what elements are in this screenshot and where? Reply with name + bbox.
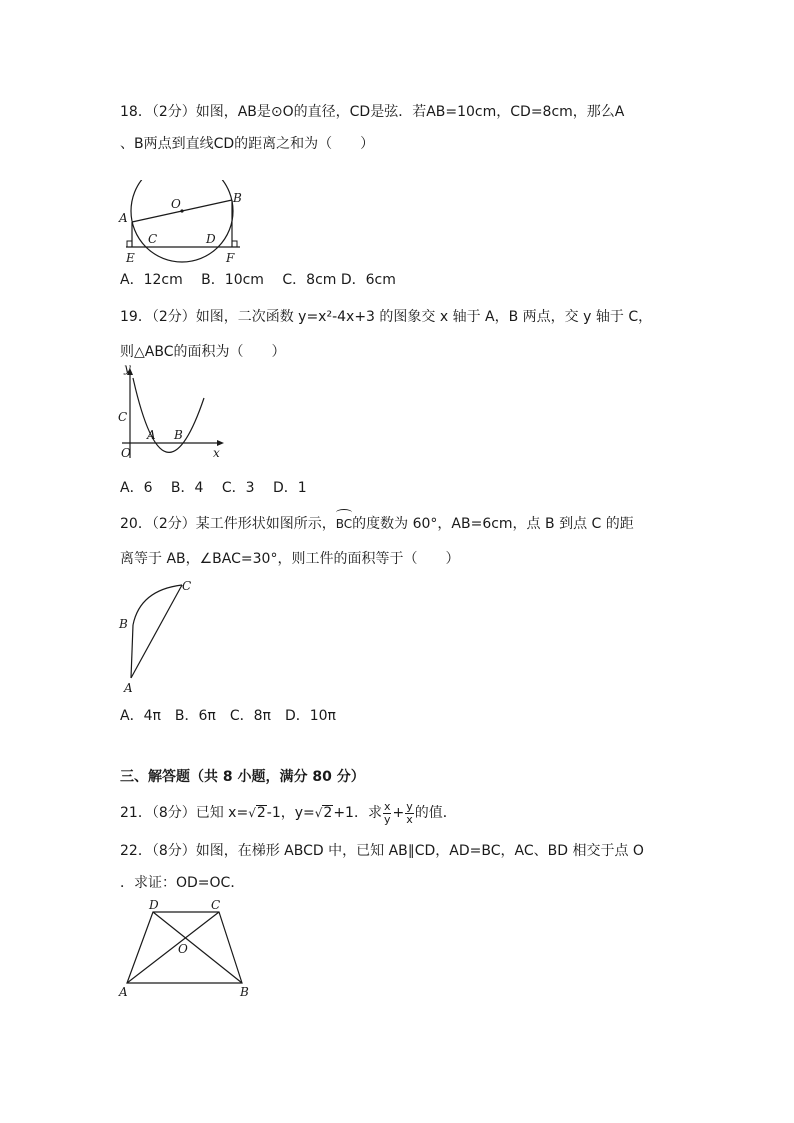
q22-trapezoid-figure (116, 898, 256, 1002)
q19-label-o: O (121, 446, 131, 460)
q21-frac1-num: x (383, 799, 391, 813)
q22-text-line1: 22．（8分）如图，在梯形 ABCD 中，已知 AB∥CD，AD=BC，AC、BD 相交于点 O (120, 843, 644, 859)
q18-label-e: E (126, 251, 135, 265)
q21-frac2-num: y (406, 799, 413, 813)
q22-text-line2: ．求证：OD=OC． (120, 875, 245, 891)
q19-text-line1: 19．（2分）如图，二次函数 y=x²-4x+3 的图象交 x 轴于 A，B 两点，交 y 轴于 C， (120, 309, 653, 325)
q21-radical-1: 2 (256, 805, 266, 821)
q21-plus: + (392, 805, 405, 821)
q21-fraction-x-over-y (383, 801, 392, 826)
q20-arc-bc: BC (336, 514, 352, 534)
q18-options: A．12cm B．10cm C．8cm D．6cm (120, 272, 396, 288)
q20-text-prefix: 20．（2分）某工件形状如图所示， (120, 516, 336, 532)
q18-label-b: B (233, 191, 242, 205)
q21-fraction-y-over-x (405, 801, 414, 826)
q19-options: A．6 B．4 C．3 D．1 (120, 480, 307, 496)
q20-options: A．4π B．6π C．8π D．10π (120, 708, 336, 724)
q19-label-y: y (124, 364, 131, 375)
q20-label-a: A (124, 681, 133, 695)
q20-text-suffix: 的度数为 60°，AB=6cm，点 B 到点 C 的距 (352, 516, 634, 532)
q22-label-b: B (240, 985, 249, 999)
q21-frac2-den: x (406, 812, 413, 826)
q22-label-o: O (178, 942, 188, 956)
q22-label-a: A (119, 985, 128, 999)
q18-text-line2: 、B两点到直线CD的距离之和为（ ） (120, 136, 375, 152)
q20-label-b: B (119, 617, 128, 631)
q18-label-c: C (148, 232, 158, 246)
q19-parabola-figure (116, 364, 228, 464)
q18-text-line1: 18．（2分）如图，AB是⊙O的直径，CD是弦．若AB=10cm，CD=8cm，那么A (120, 104, 625, 120)
q21-text-suffix: 的值． (414, 805, 457, 821)
q19-label-c: C (118, 410, 128, 424)
q18-circle-figure (116, 180, 246, 266)
q19-label-a: A (147, 428, 156, 442)
q21-text: 21．（8分）已知 x=√2-1，y=√2+1．求 $\frac{x}{y}$ + $\frac{y}{x}$ 的值． (120, 799, 457, 826)
q20-label-c: C (182, 579, 192, 593)
q21-text-mid1: -1，y= (266, 805, 315, 821)
q21-radical-2: 2 (323, 805, 333, 821)
q22-label-d: D (149, 898, 159, 912)
q21-text-mid2: +1．求 (333, 805, 382, 821)
q22-label-c: C (211, 898, 221, 912)
q19-label-x: x (213, 446, 220, 460)
q21-text-prefix: 21．（8分）已知 x= (120, 805, 249, 821)
q19-label-b: B (174, 428, 183, 442)
q20-text-line2: 离等于 AB，∠BAC=30°，则工件的面积等于（ ） (120, 551, 460, 567)
q18-label-o: O (171, 197, 181, 211)
q18-label-d: D (206, 232, 216, 246)
q18-label-f: F (226, 251, 235, 265)
q20-workpiece-figure (116, 576, 196, 698)
q20-text-line1 (120, 514, 634, 534)
q18-label-a: A (119, 211, 128, 225)
q21-frac1-den: y (383, 812, 391, 826)
q19-text-line2: 则△ABC的面积为（ ） (120, 344, 286, 360)
section-title: 三、解答题（共 8 小题，满分 80 分） (120, 769, 365, 785)
